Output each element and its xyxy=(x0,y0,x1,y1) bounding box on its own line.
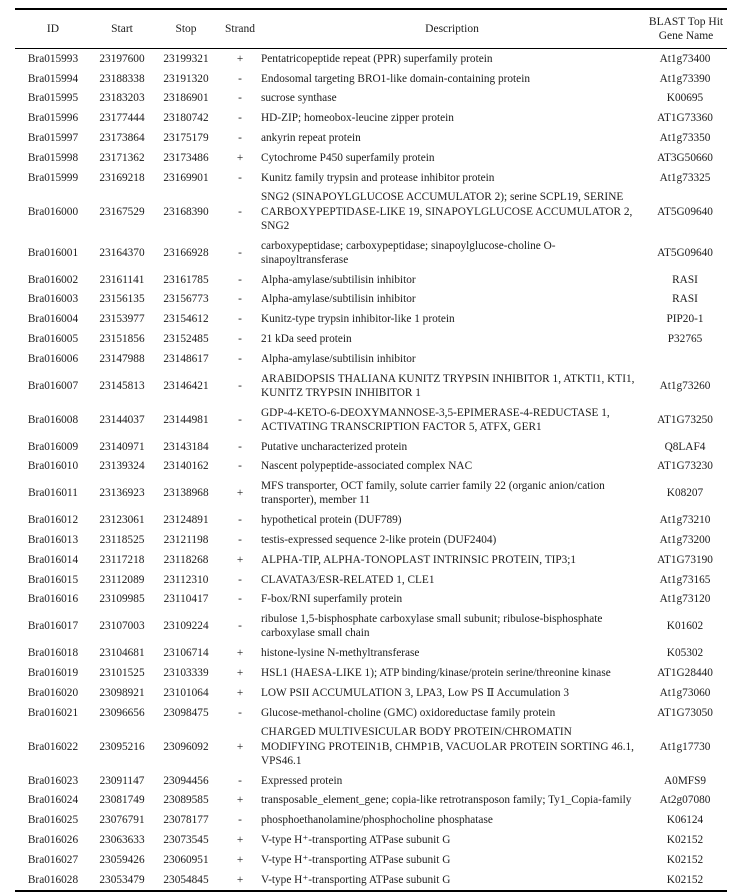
cell-gene: At1g73120 xyxy=(659,593,711,606)
cell-strand: + xyxy=(236,666,244,679)
cell-description: GDP-4-KETO-6-DEOXYMANNOSE-3,5-EPIMERASE-4-REDUCTASE 1, ACTIVATING TRANSCRIPTION FACTOR 5, ATFX, GER1 xyxy=(261,406,610,433)
cell-start: 23140971 xyxy=(99,440,145,453)
cell-strand: + xyxy=(236,52,244,65)
cell-start: 23096656 xyxy=(99,706,145,719)
cell-description: Putative uncharacterized protein xyxy=(261,440,408,453)
cell-stop: 23073545 xyxy=(163,833,209,846)
cell-description: ribulose 1,5-bisphosphate carboxylase small subunit; ribulose-bisphosphate carboxylase small chain xyxy=(261,613,603,640)
cell-start: 23123061 xyxy=(99,514,145,527)
cell-stop: 23089585 xyxy=(163,794,209,807)
column-header-description: Description xyxy=(261,9,643,49)
cell-start: 23144037 xyxy=(99,413,145,426)
cell-start: 23081749 xyxy=(99,794,145,807)
cell-start: 23117218 xyxy=(99,553,145,566)
cell-start: 23107003 xyxy=(99,620,145,633)
cell-gene: RASI xyxy=(672,293,698,306)
cell-id: Bra016006 xyxy=(27,352,79,365)
cell-gene: AT1G73050 xyxy=(657,706,713,719)
cell-description: Alpha-amylase/subtilisin inhibitor xyxy=(261,273,416,286)
cell-stop: 23121198 xyxy=(163,533,209,546)
cell-start: 23145813 xyxy=(99,379,145,392)
cell-stop: 23173486 xyxy=(163,151,209,164)
cell-stop: 23138968 xyxy=(163,487,209,500)
table-row xyxy=(15,550,727,570)
table-row xyxy=(15,236,727,270)
cell-start: 23197600 xyxy=(99,52,145,65)
cell-stop: 23146421 xyxy=(163,379,209,392)
cell-gene: AT1G73250 xyxy=(657,413,713,426)
cell-description: ARABIDOPSIS THALIANA KUNITZ TRYPSIN INHIBITOR 1, ATKTI1, KTI1, KUNITZ TRYPSIN INHIBITOR 1 xyxy=(261,372,635,399)
table-row xyxy=(15,590,727,610)
cell-description: F-box/RNI superfamily protein xyxy=(261,593,403,606)
cell-strand: + xyxy=(236,740,244,753)
cell-strand: + xyxy=(236,853,244,866)
cell-start: 23153977 xyxy=(99,313,145,326)
table-row xyxy=(15,89,727,109)
table-row xyxy=(15,683,727,703)
cell-gene: Q8LAF4 xyxy=(664,440,706,453)
cell-id: Bra016011 xyxy=(28,487,78,500)
cell-strand: - xyxy=(238,293,242,306)
cell-description: Kunitz-type trypsin inhibitor-like 1 protein xyxy=(261,313,455,326)
cell-gene: At1g73400 xyxy=(659,52,711,65)
cell-start: 23139324 xyxy=(99,460,145,473)
cell-description: hypothetical protein (DUF789) xyxy=(261,514,402,527)
cell-description: ankyrin repeat protein xyxy=(261,131,361,144)
cell-stop: 23112310 xyxy=(163,573,209,586)
cell-id: Bra016005 xyxy=(27,332,79,345)
cell-description: histone-lysine N-methyltransferase xyxy=(261,647,420,660)
cell-description: HD-ZIP; homeobox-leucine zipper protein xyxy=(261,112,454,125)
cell-stop: 23103339 xyxy=(163,666,209,679)
cell-stop: 23191320 xyxy=(163,72,209,85)
cell-gene: K08207 xyxy=(666,487,704,500)
column-header-start: Start xyxy=(91,9,153,49)
cell-stop: 23180742 xyxy=(163,112,209,125)
cell-id: Bra016008 xyxy=(27,413,79,426)
table-row xyxy=(15,369,727,403)
cell-strand: - xyxy=(238,92,242,105)
cell-start: 23183203 xyxy=(99,92,145,105)
cell-stop: 23168390 xyxy=(163,205,209,218)
cell-stop: 23060951 xyxy=(163,853,209,866)
cell-strand: - xyxy=(238,112,242,125)
cell-gene: At1g73060 xyxy=(659,686,711,699)
table-row xyxy=(15,771,727,791)
cell-id: Bra016020 xyxy=(27,686,79,699)
cell-id: Bra016023 xyxy=(27,774,79,787)
cell-description: Expressed protein xyxy=(261,774,343,787)
table-row xyxy=(15,810,727,830)
cell-description: CLAVATA3/ESR-RELATED 1, CLE1 xyxy=(261,573,435,586)
cell-strand: + xyxy=(236,794,244,807)
cell-gene: At1g73165 xyxy=(659,573,711,586)
cell-stop: 23101064 xyxy=(163,686,209,699)
table-row xyxy=(15,609,727,643)
cell-stop: 23078177 xyxy=(163,814,209,827)
cell-id: Bra016000 xyxy=(27,205,79,218)
gene-annotation-table xyxy=(15,8,727,892)
cell-strand: - xyxy=(238,814,242,827)
cell-strand: - xyxy=(238,313,242,326)
cell-start: 23171362 xyxy=(99,151,145,164)
cell-stop: 23118268 xyxy=(163,553,209,566)
cell-description: Endosomal targeting BRO1-like domain-containing protein xyxy=(261,72,530,85)
cell-strand: - xyxy=(238,352,242,365)
cell-gene: K02152 xyxy=(666,833,704,846)
cell-strand: + xyxy=(236,686,244,699)
cell-id: Bra015998 xyxy=(27,151,79,164)
cell-description: CHARGED MULTIVESICULAR BODY PROTEIN/CHROMATIN MODIFYING PROTEIN1B, CHMP1B, VACUOLAR PROTEIN SORTING 46.1, VPS46.1 xyxy=(261,726,634,767)
cell-gene: At2g07080 xyxy=(659,794,711,807)
table-row xyxy=(15,723,727,771)
table-row xyxy=(15,69,727,89)
cell-start: 23112089 xyxy=(99,573,145,586)
cell-start: 23169218 xyxy=(99,171,145,184)
cell-id: Bra016012 xyxy=(27,514,79,527)
cell-gene: At1g73210 xyxy=(659,514,711,527)
cell-start: 23156135 xyxy=(99,293,145,306)
table-row xyxy=(15,476,727,510)
cell-id: Bra016009 xyxy=(27,440,79,453)
cell-stop: 23096092 xyxy=(163,740,209,753)
cell-gene: At1g73390 xyxy=(659,72,711,85)
cell-id: Bra015999 xyxy=(27,171,79,184)
cell-gene: K00695 xyxy=(666,92,704,105)
cell-start: 23147988 xyxy=(99,352,145,365)
cell-stop: 23154612 xyxy=(163,313,209,326)
cell-strand: - xyxy=(238,774,242,787)
cell-strand: + xyxy=(236,833,244,846)
cell-stop: 23144981 xyxy=(163,413,209,426)
cell-strand: - xyxy=(238,440,242,453)
table-row xyxy=(15,168,727,188)
cell-stop: 23186901 xyxy=(163,92,209,105)
cell-start: 23164370 xyxy=(99,246,145,259)
table-row xyxy=(15,437,727,457)
table-row xyxy=(15,870,727,891)
cell-gene: K02152 xyxy=(666,873,704,886)
cell-start: 23161141 xyxy=(99,273,145,286)
table-row xyxy=(15,309,727,329)
cell-description: LOW PSII ACCUMULATION 3, LPA3, Low PS Ⅱ Accumulation 3 xyxy=(261,686,569,699)
table-row xyxy=(15,530,727,550)
cell-gene: RASI xyxy=(672,273,698,286)
column-header-blast-top-hit-gene-name: BLAST Top Hit Gene Name xyxy=(643,9,727,49)
cell-description: SNG2 (SINAPOYLGLUCOSE ACCUMULATOR 2); serine SCPL19, SERINE CARBOXYPEPTIDASE-LIKE 19, SINAPOYLGLUCOSE ACCUMULATOR 2, SNG2 xyxy=(261,191,633,232)
cell-stop: 23140162 xyxy=(163,460,209,473)
cell-id: Bra016007 xyxy=(27,379,79,392)
cell-strand: - xyxy=(238,460,242,473)
table-row xyxy=(15,128,727,148)
cell-gene: K06124 xyxy=(666,814,704,827)
cell-stop: 23152485 xyxy=(163,332,209,345)
cell-description: Cytochrome P450 superfamily protein xyxy=(261,151,435,164)
cell-description: sucrose synthase xyxy=(261,92,337,105)
cell-gene: K05302 xyxy=(666,647,704,660)
cell-stop: 23124891 xyxy=(163,514,209,527)
cell-id: Bra016003 xyxy=(27,293,79,306)
column-header-id: ID xyxy=(15,9,91,49)
cell-stop: 23156773 xyxy=(163,293,209,306)
cell-gene: AT1G73230 xyxy=(657,460,713,473)
cell-start: 23173864 xyxy=(99,131,145,144)
table-row xyxy=(15,403,727,437)
cell-description: carboxypeptidase; carboxypeptidase; sinapoylglucose-choline O-sinapoyltransferase xyxy=(261,239,556,266)
cell-description: ALPHA-TIP, ALPHA-TONOPLAST INTRINSIC PROTEIN, TIP3;1 xyxy=(261,553,577,566)
cell-start: 23098921 xyxy=(99,686,145,699)
cell-gene: A0MFS9 xyxy=(663,774,707,787)
cell-stop: 23166928 xyxy=(163,246,209,259)
cell-start: 23177444 xyxy=(99,112,145,125)
cell-gene: AT5G09640 xyxy=(657,205,713,218)
cell-stop: 23199321 xyxy=(163,52,209,65)
cell-description: Pentatricopeptide repeat (PPR) superfamily protein xyxy=(261,52,493,65)
table-row xyxy=(15,148,727,168)
cell-strand: - xyxy=(238,620,242,633)
cell-id: Bra015995 xyxy=(27,92,79,105)
cell-stop: 23109224 xyxy=(163,620,209,633)
cell-description: transposable_element_gene; copia-like retrotransposon family; Ty1_Copia-family xyxy=(261,794,632,807)
cell-gene xyxy=(643,349,727,369)
cell-start: 23101525 xyxy=(99,666,145,679)
cell-start: 23053479 xyxy=(99,873,145,886)
cell-description: V-type H⁺-transporting ATPase subunit G xyxy=(261,853,451,866)
cell-description: HSL1 (HAESA-LIKE 1); ATP binding/kinase/protein serine/threonine kinase xyxy=(261,666,611,679)
cell-id: Bra016001 xyxy=(27,246,79,259)
cell-stop: 23106714 xyxy=(163,647,209,660)
cell-strand: - xyxy=(238,533,242,546)
cell-strand: - xyxy=(238,246,242,259)
cell-description: Alpha-amylase/subtilisin inhibitor xyxy=(261,293,416,306)
cell-id: Bra016014 xyxy=(27,553,79,566)
table-header xyxy=(15,9,727,49)
cell-gene: AT5G09640 xyxy=(657,246,713,259)
cell-strand: - xyxy=(238,706,242,719)
table-row xyxy=(15,850,727,870)
table-row xyxy=(15,49,727,69)
cell-gene: AT1G28440 xyxy=(657,666,713,679)
cell-description: Nascent polypeptide-associated complex NAC xyxy=(261,460,473,473)
cell-description: Glucose-methanol-choline (GMC) oxidoreductase family protein xyxy=(261,706,556,719)
cell-id: Bra016019 xyxy=(27,666,79,679)
cell-id: Bra015994 xyxy=(27,72,79,85)
header-row xyxy=(15,9,727,49)
cell-description: MFS transporter, OCT family, solute carrier family 22 (organic anion/cation transporter), member 11 xyxy=(261,480,605,507)
cell-start: 23136923 xyxy=(99,487,145,500)
cell-id: Bra016025 xyxy=(27,814,79,827)
cell-id: Bra016028 xyxy=(27,873,79,886)
table-row xyxy=(15,570,727,590)
cell-description: Alpha-amylase/subtilisin inhibitor xyxy=(261,352,416,365)
cell-gene: At1g17730 xyxy=(659,740,711,753)
cell-id: Bra015996 xyxy=(27,112,79,125)
cell-description: V-type H⁺-transporting ATPase subunit G xyxy=(261,873,451,886)
table-row xyxy=(15,108,727,128)
cell-start: 23095216 xyxy=(99,740,145,753)
cell-id: Bra016026 xyxy=(27,833,79,846)
cell-strand: - xyxy=(238,413,242,426)
table-row xyxy=(15,643,727,663)
cell-strand: - xyxy=(238,514,242,527)
cell-id: Bra016002 xyxy=(27,273,79,286)
cell-stop: 23169901 xyxy=(163,171,209,184)
cell-strand: - xyxy=(238,72,242,85)
cell-start: 23104681 xyxy=(99,647,145,660)
cell-stop: 23098475 xyxy=(163,706,209,719)
cell-stop: 23148617 xyxy=(163,352,209,365)
cell-gene: At1g73350 xyxy=(659,131,711,144)
cell-start: 23076791 xyxy=(99,814,145,827)
table-row xyxy=(15,830,727,850)
cell-description: testis-expressed sequence 2-like protein (DUF2404) xyxy=(261,533,497,546)
cell-strand: - xyxy=(238,379,242,392)
cell-description: Kunitz family trypsin and protease inhibitor protein xyxy=(261,171,495,184)
cell-id: Bra016027 xyxy=(27,853,79,866)
cell-id: Bra015993 xyxy=(27,52,79,65)
cell-gene: K02152 xyxy=(666,853,704,866)
cell-id: Bra016015 xyxy=(27,573,79,586)
cell-description: phosphoethanolamine/phosphocholine phosphatase xyxy=(261,814,493,827)
cell-gene: At1g73260 xyxy=(659,379,711,392)
cell-strand: - xyxy=(238,593,242,606)
cell-id: Bra016013 xyxy=(27,533,79,546)
cell-start: 23167529 xyxy=(99,205,145,218)
cell-id: Bra016017 xyxy=(27,620,79,633)
cell-strand: - xyxy=(238,171,242,184)
cell-strand: - xyxy=(238,573,242,586)
cell-stop: 23094456 xyxy=(163,774,209,787)
cell-strand: - xyxy=(238,205,242,218)
cell-start: 23151856 xyxy=(99,332,145,345)
cell-id: Bra016018 xyxy=(27,647,79,660)
cell-start: 23063633 xyxy=(99,833,145,846)
cell-gene: AT3G50660 xyxy=(657,151,713,164)
cell-description: V-type H⁺-transporting ATPase subunit G xyxy=(261,833,451,846)
cell-stop: 23110417 xyxy=(163,593,209,606)
column-header-stop: Stop xyxy=(153,9,219,49)
table-row xyxy=(15,270,727,290)
cell-id: Bra015997 xyxy=(27,131,79,144)
cell-start: 23188338 xyxy=(99,72,145,85)
cell-stop: 23054845 xyxy=(163,873,209,886)
cell-start: 23118525 xyxy=(99,533,145,546)
cell-id: Bra016021 xyxy=(27,706,79,719)
table-row xyxy=(15,188,727,236)
column-header-strand: Strand xyxy=(219,9,261,49)
cell-gene: K01602 xyxy=(666,620,704,633)
table-row xyxy=(15,290,727,310)
cell-gene: AT1G73190 xyxy=(657,553,713,566)
cell-strand: + xyxy=(236,151,244,164)
cell-id: Bra016016 xyxy=(27,593,79,606)
cell-id: Bra016022 xyxy=(27,740,79,753)
table-row xyxy=(15,457,727,477)
cell-gene: AT1G73360 xyxy=(657,112,713,125)
table-row xyxy=(15,791,727,811)
cell-gene: At1g73200 xyxy=(659,533,711,546)
cell-id: Bra016004 xyxy=(27,313,79,326)
cell-stop: 23161785 xyxy=(163,273,209,286)
cell-gene: P32765 xyxy=(667,332,703,345)
cell-id: Bra016010 xyxy=(27,460,79,473)
cell-id: Bra016024 xyxy=(27,794,79,807)
table-row xyxy=(15,329,727,349)
cell-start: 23091147 xyxy=(99,774,145,787)
cell-gene: PIP20-1 xyxy=(666,313,704,326)
cell-strand: - xyxy=(238,131,242,144)
cell-stop: 23143184 xyxy=(163,440,209,453)
cell-strand: + xyxy=(236,487,244,500)
cell-description: 21 kDa seed protein xyxy=(261,332,352,345)
table-row xyxy=(15,663,727,683)
cell-start: 23109985 xyxy=(99,593,145,606)
cell-stop: 23175179 xyxy=(163,131,209,144)
table-body xyxy=(15,49,727,891)
cell-start: 23059426 xyxy=(99,853,145,866)
table-row xyxy=(15,349,727,369)
cell-strand: - xyxy=(238,332,242,345)
cell-strand: + xyxy=(236,647,244,660)
cell-strand: - xyxy=(238,273,242,286)
cell-strand: + xyxy=(236,873,244,886)
table-row xyxy=(15,510,727,530)
cell-strand: + xyxy=(236,553,244,566)
table-row xyxy=(15,703,727,723)
cell-gene: At1g73325 xyxy=(659,171,711,184)
